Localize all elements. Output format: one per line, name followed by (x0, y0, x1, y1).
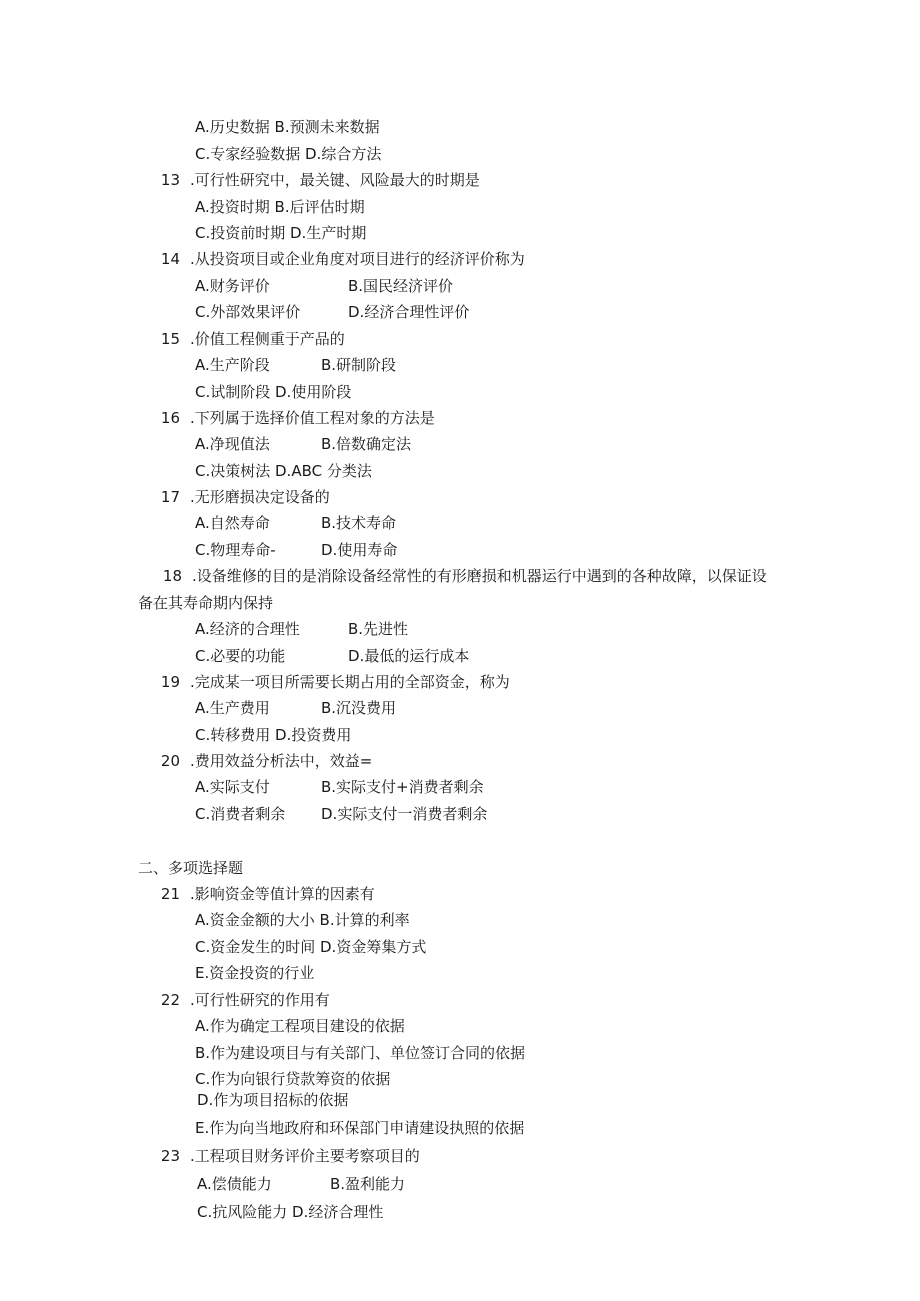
question-21-options-line2: C.资金发生的时间 D.资金筹集方式 (195, 938, 427, 956)
question-18-option-c: C.必要的功能 (195, 647, 286, 665)
question-15-option-a: A.生产阶段 (195, 356, 270, 374)
question-17-number: 17 (160, 488, 180, 506)
section-heading-multiple-choice: 二、多项选择题 (138, 859, 244, 877)
question-17-option-c: C.物理寿命- (195, 541, 276, 559)
question-14-option-d: D.经济合理性评价 (348, 303, 470, 321)
question-15-number: 15 (160, 330, 180, 348)
question-22-option-e: E.作为向当地政府和环保部门申请建设执照的依据 (195, 1119, 525, 1137)
question-15-option-b: B.研制阶段 (321, 356, 397, 374)
question-23-option-b: B.盈利能力 (330, 1175, 406, 1193)
question-14-text: .从投资项目或企业角度对项目进行的经济评价称为 (190, 250, 525, 268)
question-21-options-line1: A.资金金额的大小 B.计算的利率 (195, 911, 410, 929)
question-20-option-d: D.实际支付一消费者剩余 (321, 805, 488, 823)
question-13-options-line1: A.投资时期 B.后评估时期 (195, 198, 365, 216)
question-23-text: .工程项目财务评价主要考察项目的 (190, 1147, 420, 1165)
q12-options-line2: C.专家经验数据 D.综合方法 (195, 145, 382, 163)
question-14-option-a: A.财务评价 (195, 277, 270, 295)
question-15-text: .价值工程侧重于产品的 (190, 330, 345, 348)
question-14-option-c: C.外部效果评价 (195, 303, 301, 321)
question-13-number: 13 (160, 171, 180, 189)
question-22-number: 22 (160, 991, 180, 1009)
question-16-number: 16 (160, 409, 180, 427)
question-22-option-b: B.作为建设项目与有关部门、单位签订合同的依据 (195, 1044, 526, 1062)
question-18-option-a: A.经济的合理性 (195, 620, 300, 638)
question-18-number: 18 (162, 567, 182, 585)
question-19-number: 19 (160, 673, 180, 691)
question-20-option-c: C.消费者剩余 (195, 805, 286, 823)
question-13-text: .可行性研究中，最关键、风险最大的时期是 (190, 171, 480, 189)
question-23-options-line2: C.抗风险能力 D.经济合理性 (197, 1203, 384, 1221)
question-19-option-b: B.沉没费用 (321, 699, 397, 717)
question-17-option-a: A.自然寿命 (195, 514, 270, 532)
question-21-number: 21 (160, 885, 180, 903)
question-22-text: .可行性研究的作用有 (190, 991, 330, 1009)
question-14-option-b: B.国民经济评价 (348, 277, 454, 295)
question-16-text: .下列属于选择价值工程对象的方法是 (190, 409, 435, 427)
q12-options-line1: A.历史数据 B.预测未来数据 (195, 118, 380, 136)
question-22-option-a: A.作为确定工程项目建设的依据 (195, 1017, 405, 1035)
question-23-option-a: A.偿债能力 (197, 1175, 272, 1193)
question-18-option-b: B.先进性 (348, 620, 409, 638)
question-17-option-b: B.技术寿命 (321, 514, 397, 532)
question-20-option-a: A.实际支付 (195, 778, 270, 796)
question-21-text: .影响资金等值计算的因素有 (190, 885, 375, 903)
question-18-option-d: D.最低的运行成本 (348, 647, 470, 665)
question-22-option-d: D.作为项目招标的依据 (197, 1091, 349, 1109)
question-19-options-line2: C.转移费用 D.投资费用 (195, 726, 352, 744)
question-19-text: .完成某一项目所需要长期占用的全部资金，称为 (190, 673, 510, 691)
question-20-text: .费用效益分析法中，效益= (190, 752, 373, 770)
question-18-text: .设备维修的目的是消除设备经常性的有形磨损和机器运行中遇到的各种故障，以保证设 (192, 567, 767, 585)
question-16-option-b: B.倍数确定法 (321, 435, 412, 453)
question-17-text: .无形磨损决定设备的 (190, 488, 330, 506)
question-14-number: 14 (160, 250, 180, 268)
question-15-options-line2: C.试制阶段 D.使用阶段 (195, 383, 352, 401)
question-21-options-line3: E.资金投资的行业 (195, 964, 315, 982)
question-23-number: 23 (160, 1147, 180, 1165)
question-20-number: 20 (160, 752, 180, 770)
question-13-options-line2: C.投资前时期 D.生产时期 (195, 224, 367, 242)
question-18-text-continued: 备在其寿命期内保持 (138, 594, 274, 612)
question-16-options-line2: C.决策树法 D.ABC 分类法 (195, 462, 372, 480)
question-20-option-b: B.实际支付+消费者剩余 (321, 778, 484, 796)
question-19-option-a: A.生产费用 (195, 699, 270, 717)
question-17-option-d: D.使用寿命 (321, 541, 398, 559)
question-22-option-c: C.作为向银行贷款筹资的依据 (195, 1070, 391, 1088)
question-16-option-a: A.净现值法 (195, 435, 270, 453)
